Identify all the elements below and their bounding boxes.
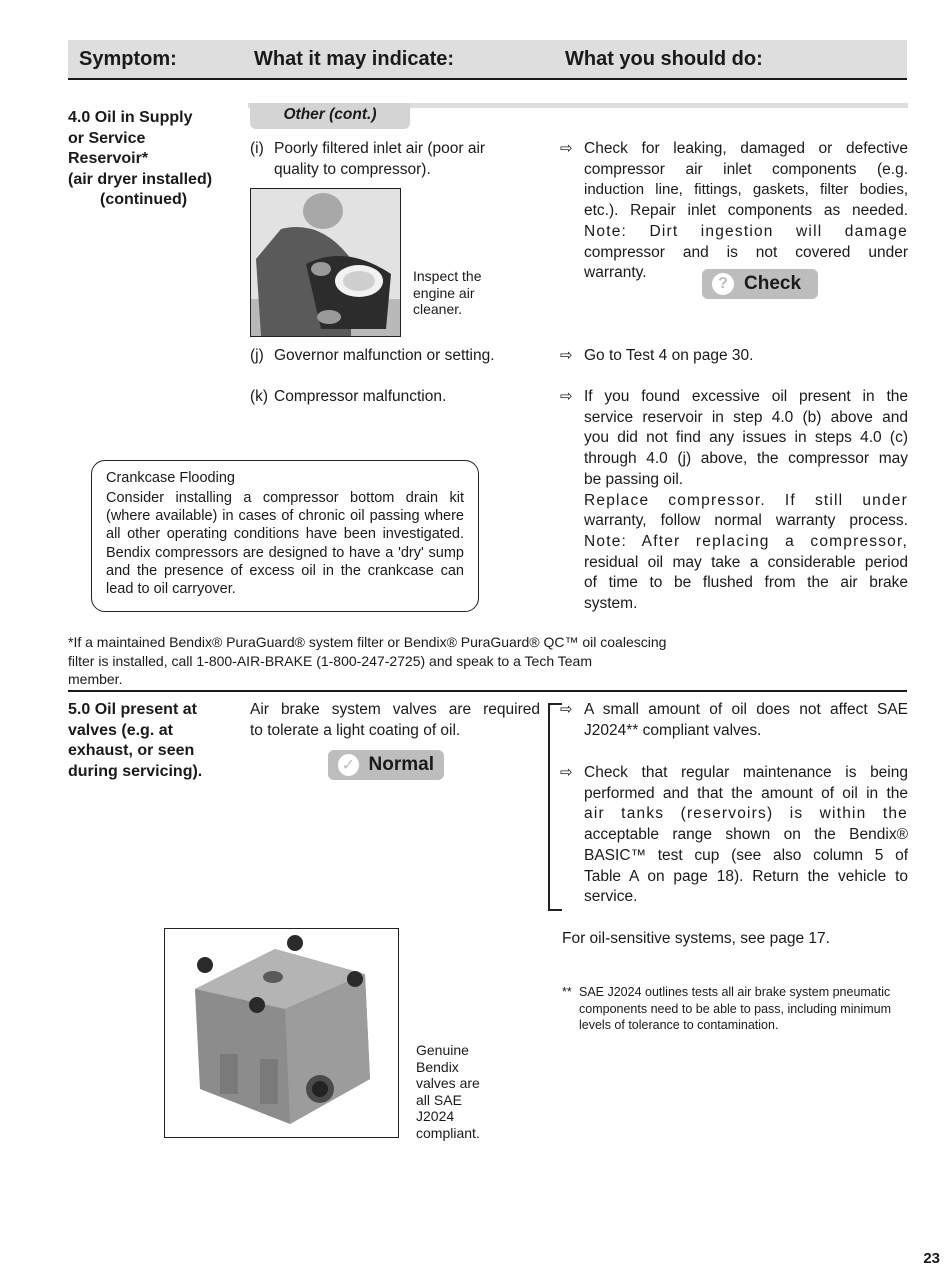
action-5-line: BASIC™ test cup (see also column 5 of — [584, 846, 908, 864]
symptom-5 — [68, 700, 243, 782]
symptom-5-line: exhaust, or seen — [68, 742, 195, 759]
action-i-line: Note: Dirt ingestion will damage — [584, 222, 908, 240]
sae-line: components need to be able to pass, including minimum — [579, 1001, 891, 1016]
item-i-label: (i) — [250, 140, 264, 157]
caption-line: valves are — [416, 1075, 480, 1091]
sae-line: levels of tolerance to contamination. — [579, 1018, 779, 1032]
air-cleaner-photo — [250, 188, 401, 337]
symptom-4-line: (air dryer installed) — [68, 170, 213, 188]
action-5-line: Table A on page 18). Return the vehicle to — [584, 867, 908, 885]
header-indicate: What it may indicate: — [254, 48, 455, 70]
action-5-line: A small amount of oil does not affect SAE — [584, 701, 908, 718]
flooding-title: Crankcase Flooding — [106, 470, 235, 486]
action-i-line: Check for leaking, damaged or defective — [584, 140, 908, 157]
symptom-4-line: (continued) — [100, 191, 188, 208]
action-5-line: Check that regular maintenance is being — [584, 764, 908, 781]
flooding-body: Consider installing a compressor bottom drain kit (where available) in cases of chronic oil passing where all other operating conditions have been investigated. Bendix compressors are designed to have a 'dry' sump and the presence of excess oil in the crankcase can lead to oil carryover. — [106, 490, 464, 598]
caption-line: all SAE — [416, 1091, 462, 1108]
action-5-line: air tanks (reservoirs) is within the — [584, 805, 908, 823]
caption-line: compliant. — [416, 1124, 480, 1141]
action-i-line: warranty. — [584, 264, 647, 282]
caption-line: Inspect the — [413, 268, 482, 284]
footnote-line: filter is installed, call 1-800-AIR-BRAKE (1-800-247-2725) and speak to a Tech Team — [68, 652, 592, 669]
action-k-line: residual oil may take a considerable period — [584, 553, 908, 571]
valve-image — [165, 929, 398, 1137]
arrow-right-icon: ⇨ — [560, 140, 573, 157]
item-i — [250, 139, 538, 180]
action-5-line: J2024** compliant valves. — [584, 721, 762, 739]
check-badge — [702, 269, 818, 299]
action-j — [560, 346, 908, 367]
action-5-line: performed and that the amount of oil in the — [584, 784, 908, 802]
item-k-label: (k) — [250, 388, 269, 405]
question-icon: ? — [712, 273, 734, 295]
table-header — [68, 40, 907, 80]
caption-line: Genuine — [416, 1042, 469, 1058]
footnote-marker: ** — [562, 985, 572, 999]
valve-caption — [416, 1042, 480, 1141]
item-i-line1: Poorly filtered inlet air (poor air — [274, 140, 486, 157]
bendix-valve-photo — [164, 928, 399, 1138]
action-k-line: If you found excessive oil present in the — [584, 388, 908, 405]
symptom-4-line: or Service — [68, 129, 146, 147]
action-k-line: Note: After replacing a compressor, — [584, 532, 908, 550]
normal-badge-label: Normal — [368, 754, 434, 775]
mechanic-image — [251, 189, 400, 336]
item-j-text: Governor malfunction or setting. — [274, 347, 495, 364]
arrow-right-icon: ⇨ — [560, 764, 573, 781]
action-i — [560, 139, 908, 284]
symptom-5-line: during servicing). — [68, 762, 203, 780]
action-i-line: compressor and is not covered under — [584, 243, 908, 261]
item-i-line2: quality to compressor). — [274, 160, 431, 178]
caption-line: engine air — [413, 284, 475, 301]
indicate-5-line: to tolerate a light coating of oil. — [250, 721, 461, 739]
air-cleaner-caption — [413, 268, 482, 318]
page-number: 23 — [923, 1250, 940, 1267]
action-5-line: acceptable range shown on the Bendix® — [584, 826, 908, 844]
action-k-line: through 4.0 (j) above, the compressor may — [584, 450, 908, 468]
checkmark-icon: ✓ — [338, 754, 359, 776]
item-j-label: (j) — [250, 347, 264, 364]
caption-line: J2024 — [416, 1108, 455, 1124]
symptom-4-line: Reservoir* — [68, 150, 149, 167]
action-5-1 — [560, 700, 908, 741]
normal-badge — [328, 750, 444, 780]
sae-line: SAE J2024 outlines tests all air brake system pneumatic — [579, 985, 891, 999]
sae-j2024-footnote — [562, 984, 910, 1034]
symptom-4 — [68, 108, 238, 211]
action-i-line: etc.). Repair inlet components as needed. — [584, 202, 908, 220]
action-k-line: service reservoir in step 4.0 (b) above and — [584, 408, 908, 426]
arrow-right-icon: ⇨ — [560, 388, 573, 405]
check-badge-label: Check — [744, 273, 802, 294]
symptom-5-line: 5.0 Oil present at — [68, 701, 197, 718]
puraguard-footnote — [68, 633, 728, 689]
action-k-line: you did not find any issues in steps 4.0 (c) — [584, 429, 908, 447]
action-k-line: system. — [584, 595, 638, 613]
action-k-line: be passing oil. — [584, 470, 684, 488]
section-divider — [68, 690, 907, 692]
caption-line: cleaner. — [413, 301, 463, 317]
oil-sensitive-note: For oil-sensitive systems, see page 17. — [562, 930, 830, 947]
tab-other-cont: Other (cont.) — [250, 103, 410, 129]
action-k-line: warranty, follow normal warranty process. — [584, 512, 908, 530]
symptom-5-line: valves (e.g. at — [68, 721, 173, 739]
header-todo: What you should do: — [565, 48, 763, 70]
action-i-line: induction line, fittings, gaskets, filter bodies, — [584, 181, 908, 199]
footnote-line: member. — [68, 671, 123, 687]
action-k-line: Replace compressor. If still under — [584, 491, 908, 509]
item-j — [250, 346, 540, 367]
arrow-right-icon: ⇨ — [560, 701, 573, 718]
action-k — [560, 387, 908, 615]
item-k — [250, 387, 540, 408]
item-k-text: Compressor malfunction. — [274, 388, 447, 405]
symptom-4-line: 4.0 Oil in Supply — [68, 109, 193, 126]
arrow-right-icon: ⇨ — [560, 347, 573, 364]
footnote-line: *If a maintained Bendix® PuraGuard® system filter or Bendix® PuraGuard® QC™ oil coalescing — [68, 634, 667, 650]
action-j-text: Go to Test 4 on page 30. — [584, 347, 754, 364]
action-i-line: compressor air inlet components (e.g. — [584, 160, 908, 178]
crankcase-flooding-note — [91, 460, 479, 612]
action-5-line: service. — [584, 888, 638, 906]
indicate-5-line: Air brake system valves are required — [250, 701, 540, 718]
action-k-line: of time to be flushed from the air brake — [584, 574, 908, 592]
action-5-2 — [560, 763, 908, 908]
indicate-5 — [250, 700, 540, 741]
header-symptom: Symptom: — [79, 48, 177, 70]
caption-line: Bendix — [416, 1058, 459, 1075]
